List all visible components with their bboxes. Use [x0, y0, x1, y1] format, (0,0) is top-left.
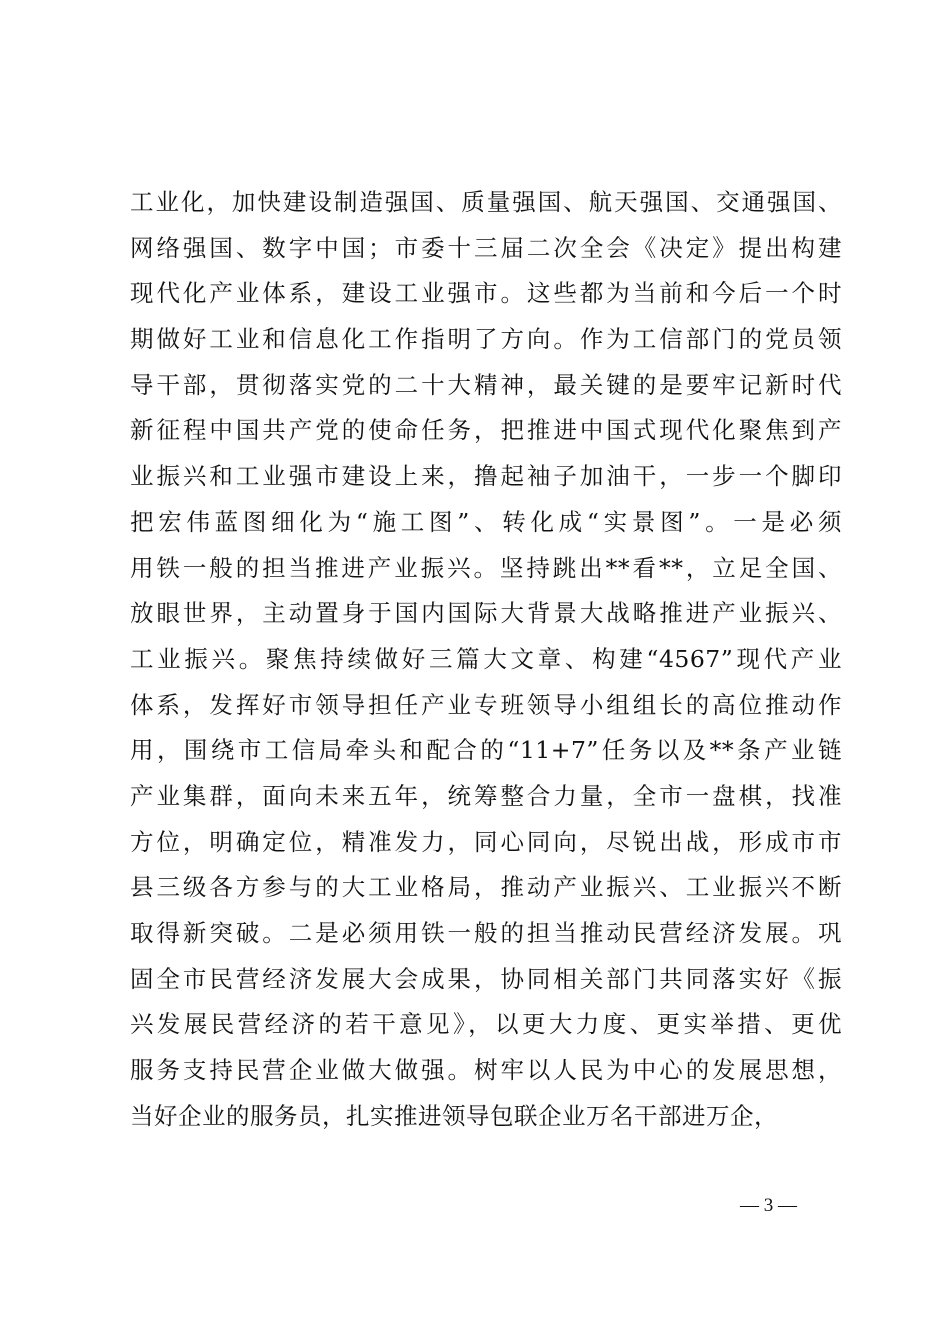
- text-line: 体系，发挥好市领导担任产业专班领导小组组长的高位推动作: [130, 690, 842, 719]
- text-line: 方位，明确定位，精准发力，同心同向，尽锐出战，形成市市: [130, 827, 842, 856]
- text-line: 用铁一般的担当推进产业振兴。坚持跳出**看**，立足全国、: [130, 553, 842, 582]
- text-line: 新征程中国共产党的使命任务，把推进中国式现代化聚焦到产: [130, 416, 842, 445]
- text-line: 兴发展民营经济的若干意见》，以更大力度、更实举措、更优: [130, 1010, 842, 1039]
- text-line: 当好企业的服务员，扎实推进领导包联企业万名干部进万企，: [130, 1101, 778, 1130]
- text-line: 固全市民营经济发展大会成果，协同相关部门共同落实好《振: [130, 964, 842, 993]
- text-line: 网络强国、数字中国；市委十三届二次全会《决定》提出构建: [130, 233, 842, 262]
- text-line: 用，围绕市工信局牵头和配合的“11+7”任务以及**条产业链: [130, 736, 842, 765]
- text-line: 业振兴和工业强市建设上来，撸起袖子加油干，一步一个脚印: [130, 462, 842, 491]
- text-line: 县三级各方参与的大工业格局，推动产业振兴、工业振兴不断: [130, 873, 842, 902]
- text-line: 工业化，加快建设制造强国、质量强国、航天强国、交通强国、: [130, 188, 842, 216]
- text-line: 期做好工业和信息化工作指明了方向。作为工信部门的党员领: [130, 325, 842, 354]
- text-line: 取得新突破。二是必须用铁一般的担当推动民营经济发展。巩: [130, 919, 842, 947]
- text-line: 服务支持民营企业做大做强。树牢以人民为中心的发展思想，: [130, 1056, 842, 1085]
- page-number: — 3 —: [740, 1195, 797, 1216]
- text-line: 导干部，贯彻落实党的二十大精神，最关键的是要牢记新时代: [130, 370, 842, 399]
- text-line: 产业集群，面向未来五年，统筹整合力量，全市一盘棋，找准: [130, 781, 842, 810]
- body-text: [130, 180, 842, 1139]
- text-line: 把宏伟蓝图细化为“施工图”、转化成“实景图”。一是必须: [130, 507, 842, 536]
- text-line: 现代化产业体系，建设工业强市。这些都为当前和今后一个时: [130, 279, 842, 308]
- text-line: 工业振兴。聚焦持续做好三篇大文章、构建“4567”现代产业: [130, 644, 842, 673]
- text-line: 放眼世界，主动置身于国内国际大背景大战略推进产业振兴、: [130, 599, 842, 628]
